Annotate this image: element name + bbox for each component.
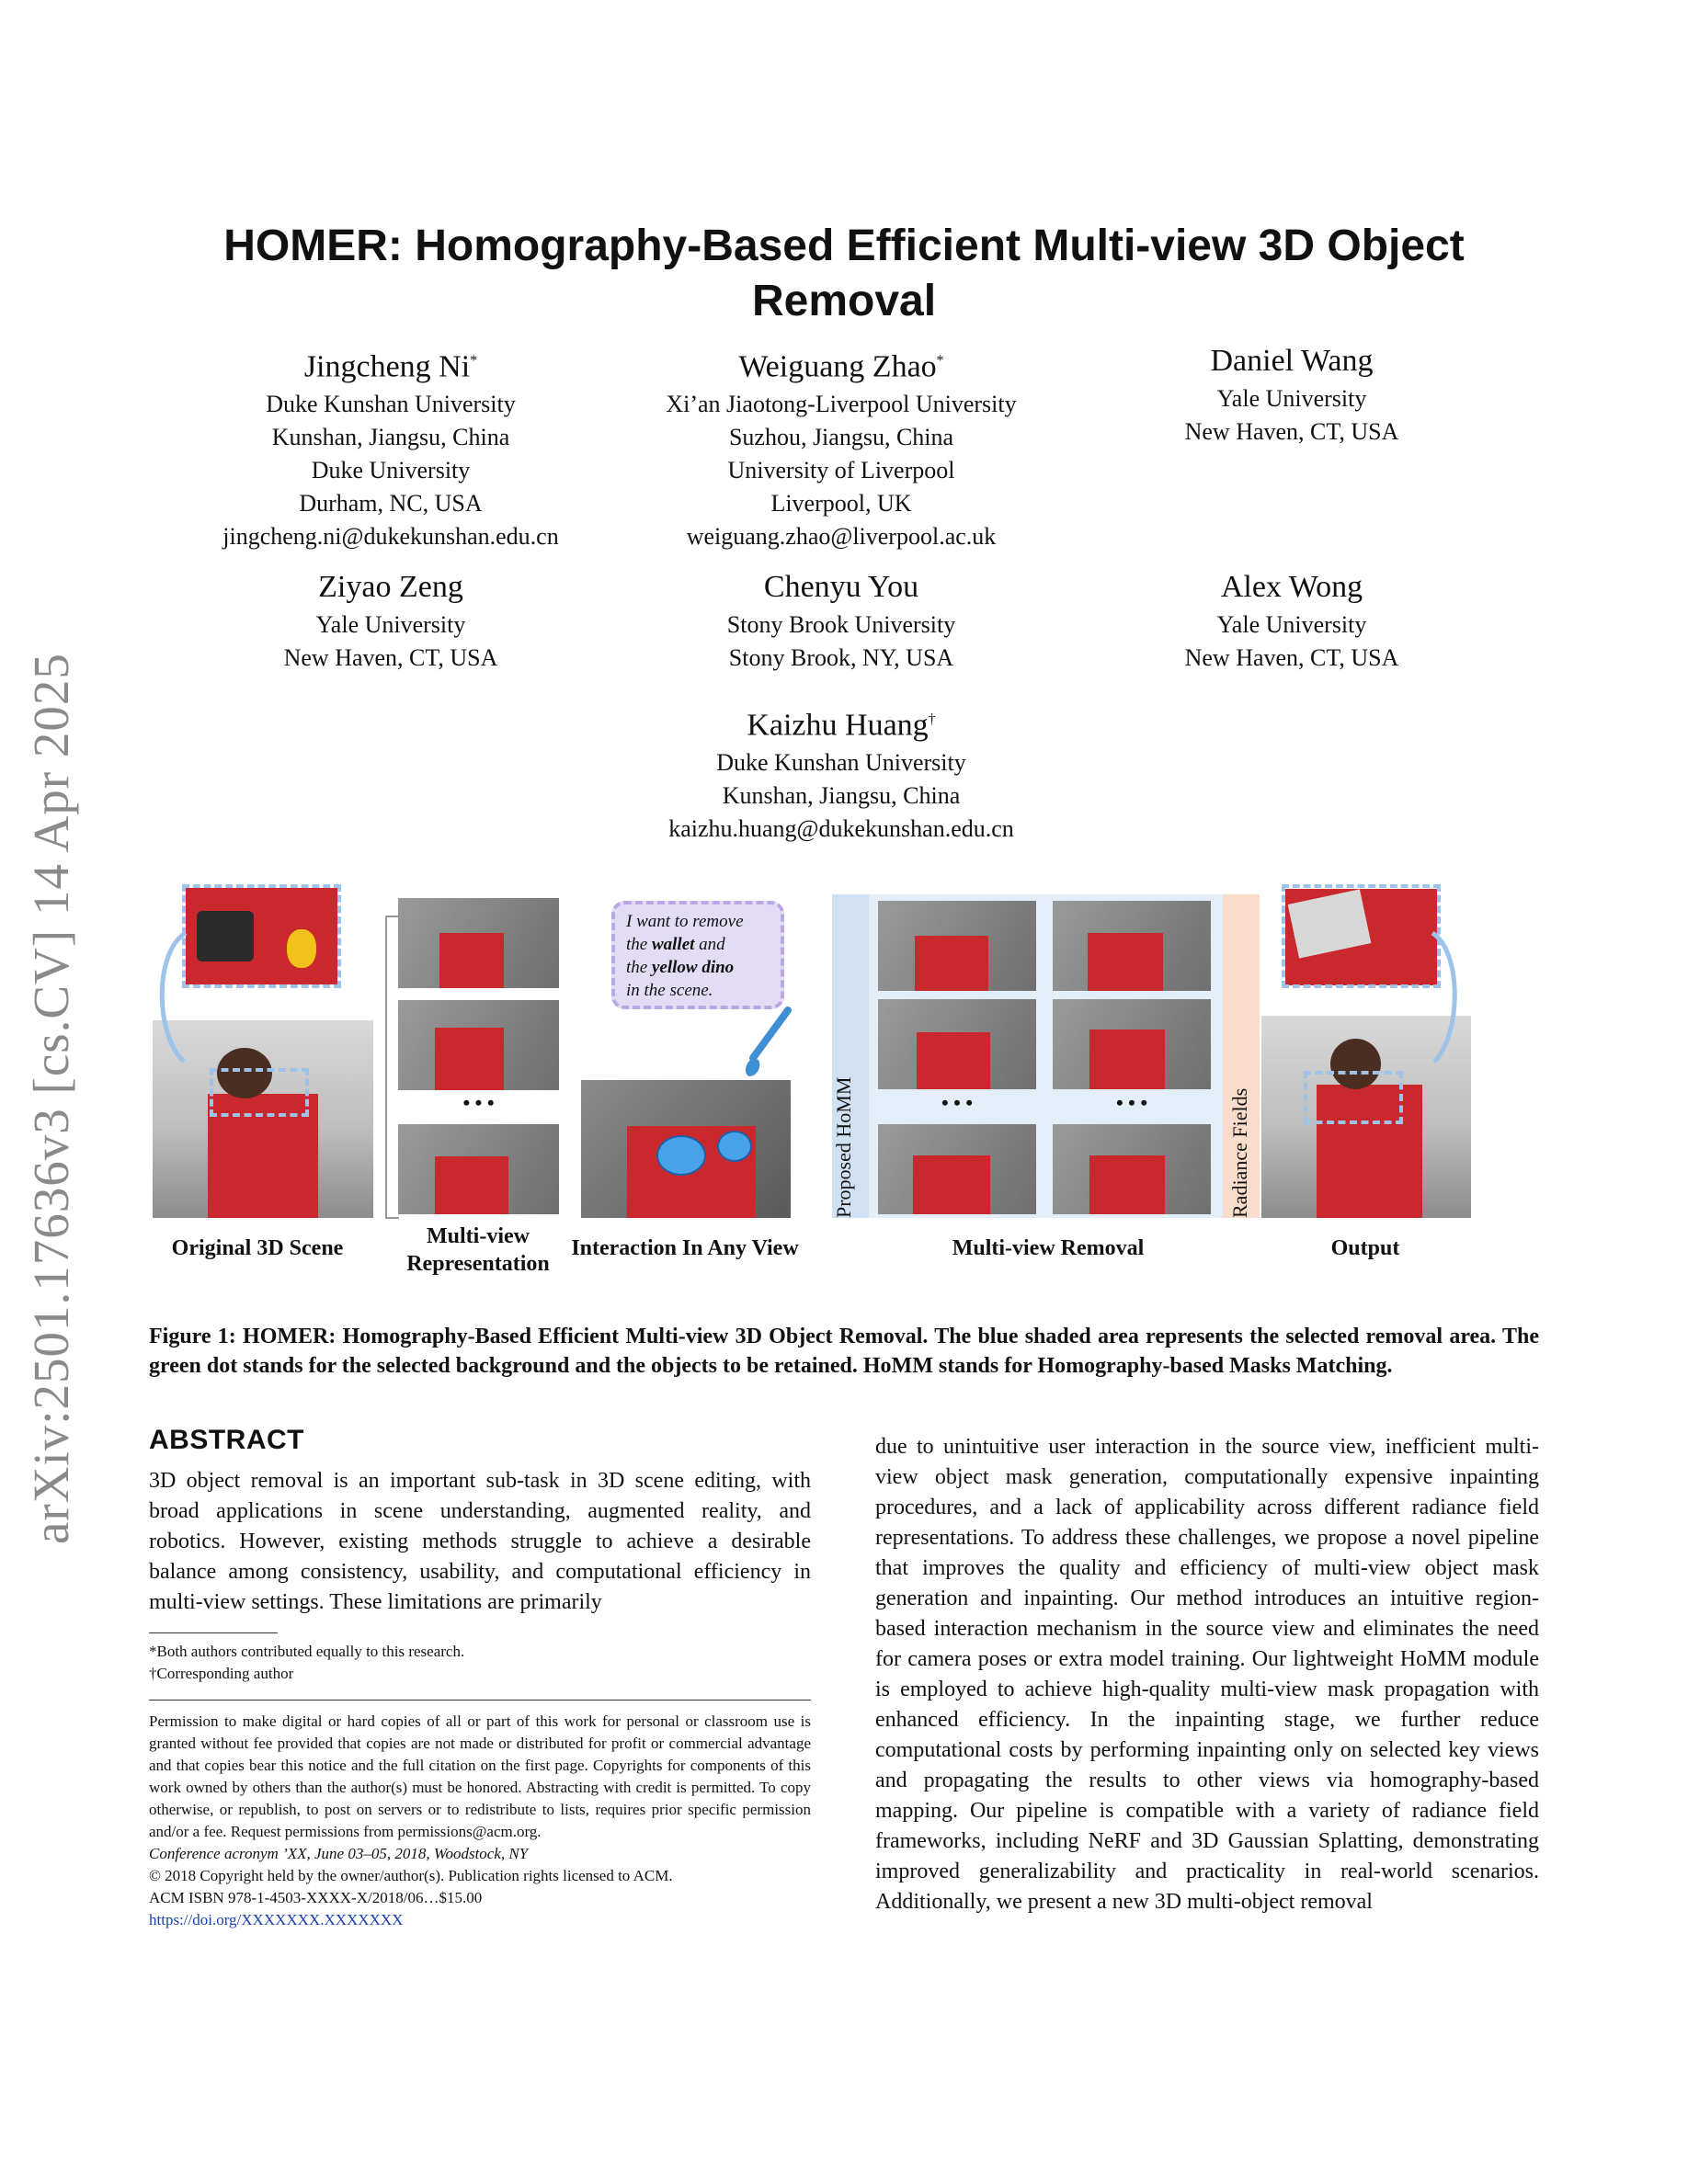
view-thumbnail (398, 1124, 559, 1214)
author-affiliation: New Haven, CT, USA (283, 644, 498, 671)
author-block (616, 699, 1066, 846)
author-affiliation: Xi’an Jiaotong-Liverpool University (666, 391, 1017, 418)
figure-caption: Figure 1: HOMER: Homography-Based Efficient Multi-view 3D Object Removal. The blue shaded area represents the selected removal area. The green dot stands for the selected background and the objects to be retained. HoMM stands for Homography-based Masks Matching. (149, 1325, 1540, 1378)
doi-link[interactable]: https://doi.org/XXXXXXX.XXXXXXX (149, 1911, 404, 1928)
label-multiview-rep: Multi-view Representation (406, 1224, 550, 1276)
label-output: Output (1330, 1236, 1400, 1260)
selection-mask (656, 1135, 706, 1176)
author-block (165, 566, 616, 675)
author-affiliation: Kunshan, Jiangsu, China (722, 782, 961, 810)
author-name: Jingcheng Ni (303, 349, 471, 384)
selection-box (1304, 1071, 1403, 1124)
arxiv-side-label: arXiv:2501.17636v3 [cs.CV] 14 Apr 2025 (23, 653, 79, 1544)
author-name: Weiguang Zhao (738, 349, 937, 384)
footnote: †Corresponding author (149, 1665, 294, 1682)
copyright-line: © 2018 Copyright held by the owner/author(s). Publication rights licensed to ACM. (149, 1867, 673, 1884)
abstract-left-column: 3D object removal is an important sub-task in 3D scene editing, with broad applications in scene understanding, augmented reality, and robotics. However, existing methods struggle to achieve a desirable balance among consistency, usability, and computational efficiency in multi-view settings. These limitations are primarily (149, 1469, 811, 1614)
output-inset-frame (1282, 884, 1441, 988)
view-thumbnail (398, 898, 559, 988)
author-name: Daniel Wang (1210, 344, 1374, 378)
author-email: weiguang.zhao@liverpool.ac.uk (686, 523, 997, 551)
zoom-inset-frame (182, 884, 341, 988)
author-email: jingcheng.ni@dukekunshan.edu.cn (222, 523, 559, 551)
label-interaction: Interaction In Any View (571, 1236, 799, 1260)
radiance-side-label: Radiance Fields (1228, 1087, 1251, 1218)
author-affiliation: Yale University (1216, 385, 1367, 412)
paintbrush-icon (740, 1007, 795, 1080)
author-block (616, 340, 1066, 553)
ellipsis: • • • (941, 1091, 974, 1114)
removal-view-image (1053, 901, 1211, 991)
homm-side-label: Proposed HoMM (832, 1076, 855, 1218)
author-mark: * (936, 353, 944, 369)
isbn-line: ACM ISBN 978-1-4503-XXXX-X/2018/06…$15.00 (149, 1889, 483, 1906)
author-affiliation: Duke University (311, 457, 471, 484)
paper-title: HOMER: Homography-Based Efficient Multi-view 3D Object Removal (223, 222, 1465, 325)
author-affiliation: Suzhou, Jiangsu, China (728, 424, 954, 451)
author-email: kaizhu.huang@dukekunshan.edu.cn (668, 815, 1014, 843)
interaction-view-image (581, 1080, 791, 1218)
conference-info: Conference acronym ’XX, June 03–05, 2018, Woodstock, NY (149, 1845, 529, 1862)
ellipsis: • • • (1115, 1091, 1148, 1114)
label-original: Original 3D Scene (171, 1236, 344, 1260)
ellipsis: • • • (462, 1091, 495, 1114)
permission-block (149, 1711, 811, 1931)
author-affiliation: Duke Kunshan University (266, 391, 516, 418)
speech-bubble: I want to remove the wallet and the yellow dino in the scene. (611, 901, 784, 1009)
author-affiliation: Stony Brook University (726, 611, 956, 638)
footnote-rule (149, 1632, 278, 1633)
author-name: Kaizhu Huang (747, 708, 929, 743)
footnote: *Both authors contributed equally to this research. (149, 1643, 465, 1660)
removal-view-image (1053, 1124, 1211, 1214)
author-affiliation: Liverpool, UK (770, 490, 912, 518)
removal-view-image (1053, 999, 1211, 1089)
author-affiliation: Yale University (1216, 611, 1367, 638)
author-block (1066, 566, 1517, 675)
author-name: Chenyu You (763, 570, 919, 604)
removal-view-image (878, 1124, 1036, 1214)
label-removal: Multi-view Removal (952, 1236, 1145, 1260)
author-name: Alex Wong (1220, 570, 1363, 604)
view-thumbnail (398, 1000, 559, 1090)
author-affiliation: Kunshan, Jiangsu, China (271, 424, 510, 451)
author-affiliation: New Haven, CT, USA (1184, 418, 1399, 445)
author-block (1066, 340, 1517, 449)
author-affiliation: Yale University (315, 611, 466, 638)
selection-mask (717, 1131, 752, 1162)
zoom-arrow-icon (1425, 924, 1471, 1080)
author-affiliation: Stony Brook, NY, USA (728, 644, 954, 671)
author-affiliation: Durham, NC, USA (299, 490, 483, 518)
teaser-figure (147, 887, 1471, 1296)
removal-view-image (878, 901, 1036, 991)
zoom-arrow-icon (147, 924, 202, 1080)
author-block (165, 340, 616, 553)
abstract-right-column: due to unintuitive user interaction in the source view, inefficient multi-view object mask generation, computationally expensive inpainting procedures, and a lack of applicability across different radiance field representations. To address these challenges, we propose a novel pipeline that improves the quality and efficiency of multi-view object mask generation and inpainting. Our method introduces an intuitive region-based interaction mechanism in the source view and eliminates the need for camera poses or extra model training. Our lightweight HoMM module is employed to achieve high-quality multi-view mask propagation with enhanced efficiency. In the inpainting stage, we further reduce computational costs by performing inpainting only on selected key views and propagating the results to other views via homography-based mapping. Our pipeline is compatible with a variety of radiance field frameworks, including NeRF and 3D Gaussian Splatting, demonstrating improved generalizability and practicality in real-world scenarios. Additionally, we present a new 3D multi-object removal (875, 1435, 1539, 1914)
selection-box (210, 1068, 309, 1117)
author-block (616, 566, 1066, 675)
author-affiliation: New Haven, CT, USA (1184, 644, 1399, 671)
author-name: Ziyao Zeng (318, 570, 463, 604)
abstract-heading: ABSTRACT (149, 1425, 304, 1455)
author-mark: * (470, 353, 478, 369)
author-mark: † (928, 711, 936, 727)
permission-text: Permission to make digital or hard copies of all or part of this work for personal or classroom use is granted without fee provided that copies are not made or distributed for profit or commercial advantage and that copies bear this notice and the full citation on the first page. Copyrights for components of this work owned by others than the author(s) must be honored. Abstracting with credit is permitted. To copy otherwise, or republish, to post on servers or to redistribute to lists, requires prior specific permission and/or a fee. Request permissions from permissions@acm.org. (149, 1712, 811, 1840)
permission-rule (149, 1700, 811, 1701)
removal-view-image (878, 999, 1036, 1089)
author-affiliation: University of Liverpool (727, 457, 955, 484)
author-affiliation: Duke Kunshan University (716, 749, 966, 777)
